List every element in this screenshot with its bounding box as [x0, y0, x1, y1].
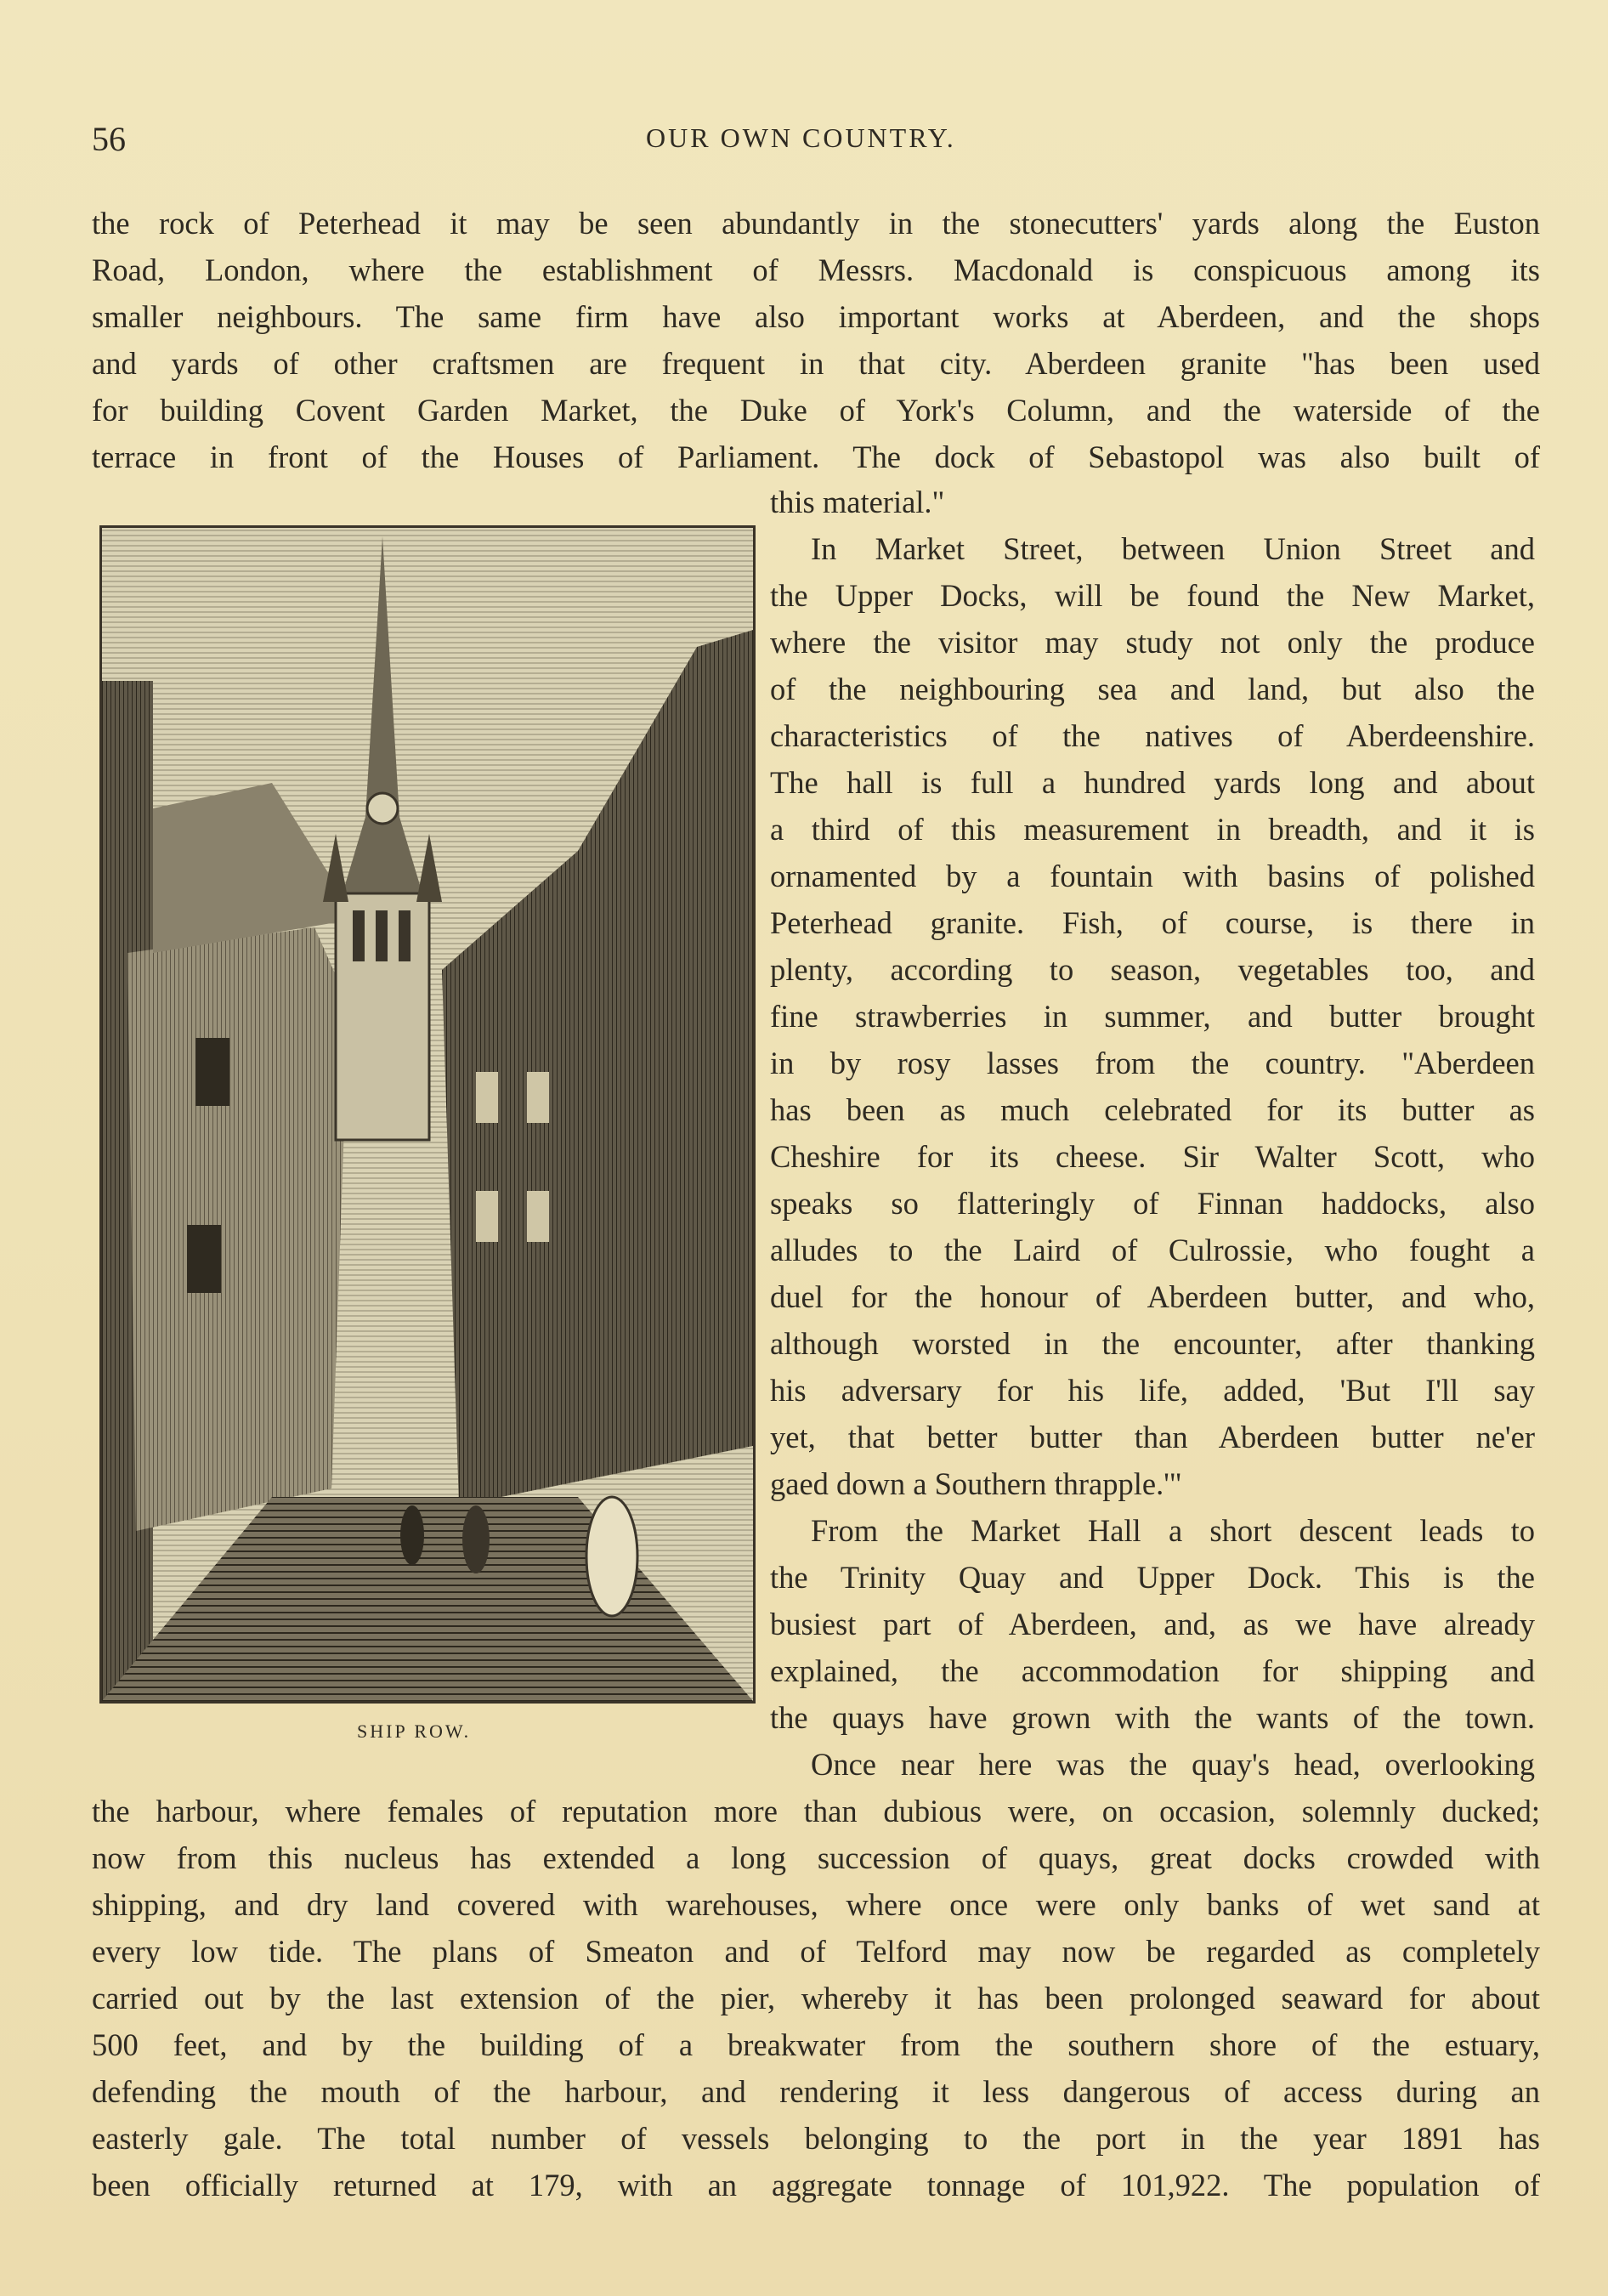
text-line: ornamented by a fountain with basins of polished — [770, 859, 1535, 893]
text-line: Road, London, where the establishment of Messrs. Macdonald is conspicuous among its — [92, 252, 1540, 287]
text-line: Cheshire for its cheese. Sir Walter Scott, who — [770, 1139, 1535, 1174]
ship-row-engraving — [99, 525, 756, 1704]
text-line: speaks so flatteringly of Finnan haddocks, also — [770, 1186, 1535, 1221]
text-line: 500 feet, and by the building of a breakwater from the southern shore of the estuary, — [92, 2027, 1540, 2062]
text-line: yet, that better butter than Aberdeen butter ne'er — [770, 1420, 1535, 1454]
text-line: gaed down a Southern thrapple.'" — [770, 1466, 1182, 1501]
text-line: busiest part of Aberdeen, and, as we have already — [770, 1607, 1535, 1641]
text-line: carried out by the last extension of the pier, whereby it has been prolonged seaward for about — [92, 1981, 1540, 2015]
text-line: explained, the accommodation for shipping and — [770, 1653, 1535, 1688]
text-line: now from this nucleus has extended a long succession of quays, great docks crowded with — [92, 1840, 1540, 1875]
text-line: characteristics of the natives of Aberdeenshire. — [770, 718, 1535, 753]
page-number: 56 — [92, 120, 126, 158]
text-line: The hall is full a hundred yards long and about — [770, 765, 1535, 800]
text-line: this material." — [770, 485, 945, 519]
text-line: alludes to the Laird of Culrossie, who fought a — [770, 1233, 1535, 1267]
text-line: shipping, and dry land covered with warehouses, where once were only banks of wet sand at — [92, 1887, 1540, 1922]
text-line: smaller neighbours. The same firm have also important works at Aberdeen, and the shops — [92, 299, 1540, 334]
text-line: plenty, according to season, vegetables too, and — [770, 952, 1535, 987]
text-line: been officially returned at 179, with an aggregate tonnage of 101,922. The population of — [92, 2168, 1540, 2202]
paragraph-start: In Market Street, between Union Street and — [811, 531, 1535, 566]
text-line: Peterhead granite. Fish, of course, is there in — [770, 905, 1535, 940]
text-line: a third of this measurement in breadth, and it is — [770, 812, 1535, 847]
running-head: OUR OWN COUNTRY. — [646, 122, 956, 153]
text-line: although worsted in the encounter, after thanking — [770, 1326, 1535, 1361]
text-line: for building Covent Garden Market, the Duke of York's Column, and the waterside of the — [92, 393, 1540, 428]
paragraph-start: From the Market Hall a short descent leads to — [811, 1513, 1535, 1548]
text-line: in by rosy lasses from the country. "Aberdeen — [770, 1046, 1535, 1080]
text-line: Once near here was the quay's head, overlooking — [811, 1747, 1535, 1782]
text-line: where the visitor may study not only the produce — [770, 625, 1535, 660]
text-line: his adversary for his life, added, 'But I'll say — [770, 1373, 1535, 1408]
text-line: easterly gale. The total number of vessels belonging to the port in the year 1891 has — [92, 2121, 1540, 2156]
text-line: the Trinity Quay and Upper Dock. This is the — [770, 1560, 1535, 1595]
text-line: the quays have grown with the wants of the town. — [770, 1700, 1535, 1735]
page-header — [0, 119, 1608, 162]
text-line: fine strawberries in summer, and butter brought — [770, 999, 1535, 1034]
text-line: every low tide. The plans of Smeaton and of Telford may now be regarded as completely — [92, 1934, 1540, 1969]
text-line: the harbour, where females of reputation more than dubious were, on occasion, solemnly ducked; — [92, 1794, 1540, 1828]
text-line: of the neighbouring sea and land, but also the — [770, 672, 1535, 706]
text-line: duel for the honour of Aberdeen butter, and who, — [770, 1279, 1535, 1314]
text-line: defending the mouth of the harbour, and rendering it less dangerous of access during an — [92, 2074, 1540, 2109]
text-line: the Upper Docks, will be found the New Market, — [770, 578, 1535, 613]
text-line: the rock of Peterhead it may be seen abundantly in the stonecutters' yards along the Euston — [92, 206, 1540, 241]
text-line: and yards of other craftsmen are frequent in that city. Aberdeen granite "has been used — [92, 346, 1540, 381]
text-line: has been as much celebrated for its butter as — [770, 1092, 1535, 1127]
text-line: terrace in front of the Houses of Parliament. The dock of Sebastopol was also built of — [92, 439, 1540, 474]
figure-caption: SHIP ROW. — [357, 1721, 472, 1742]
